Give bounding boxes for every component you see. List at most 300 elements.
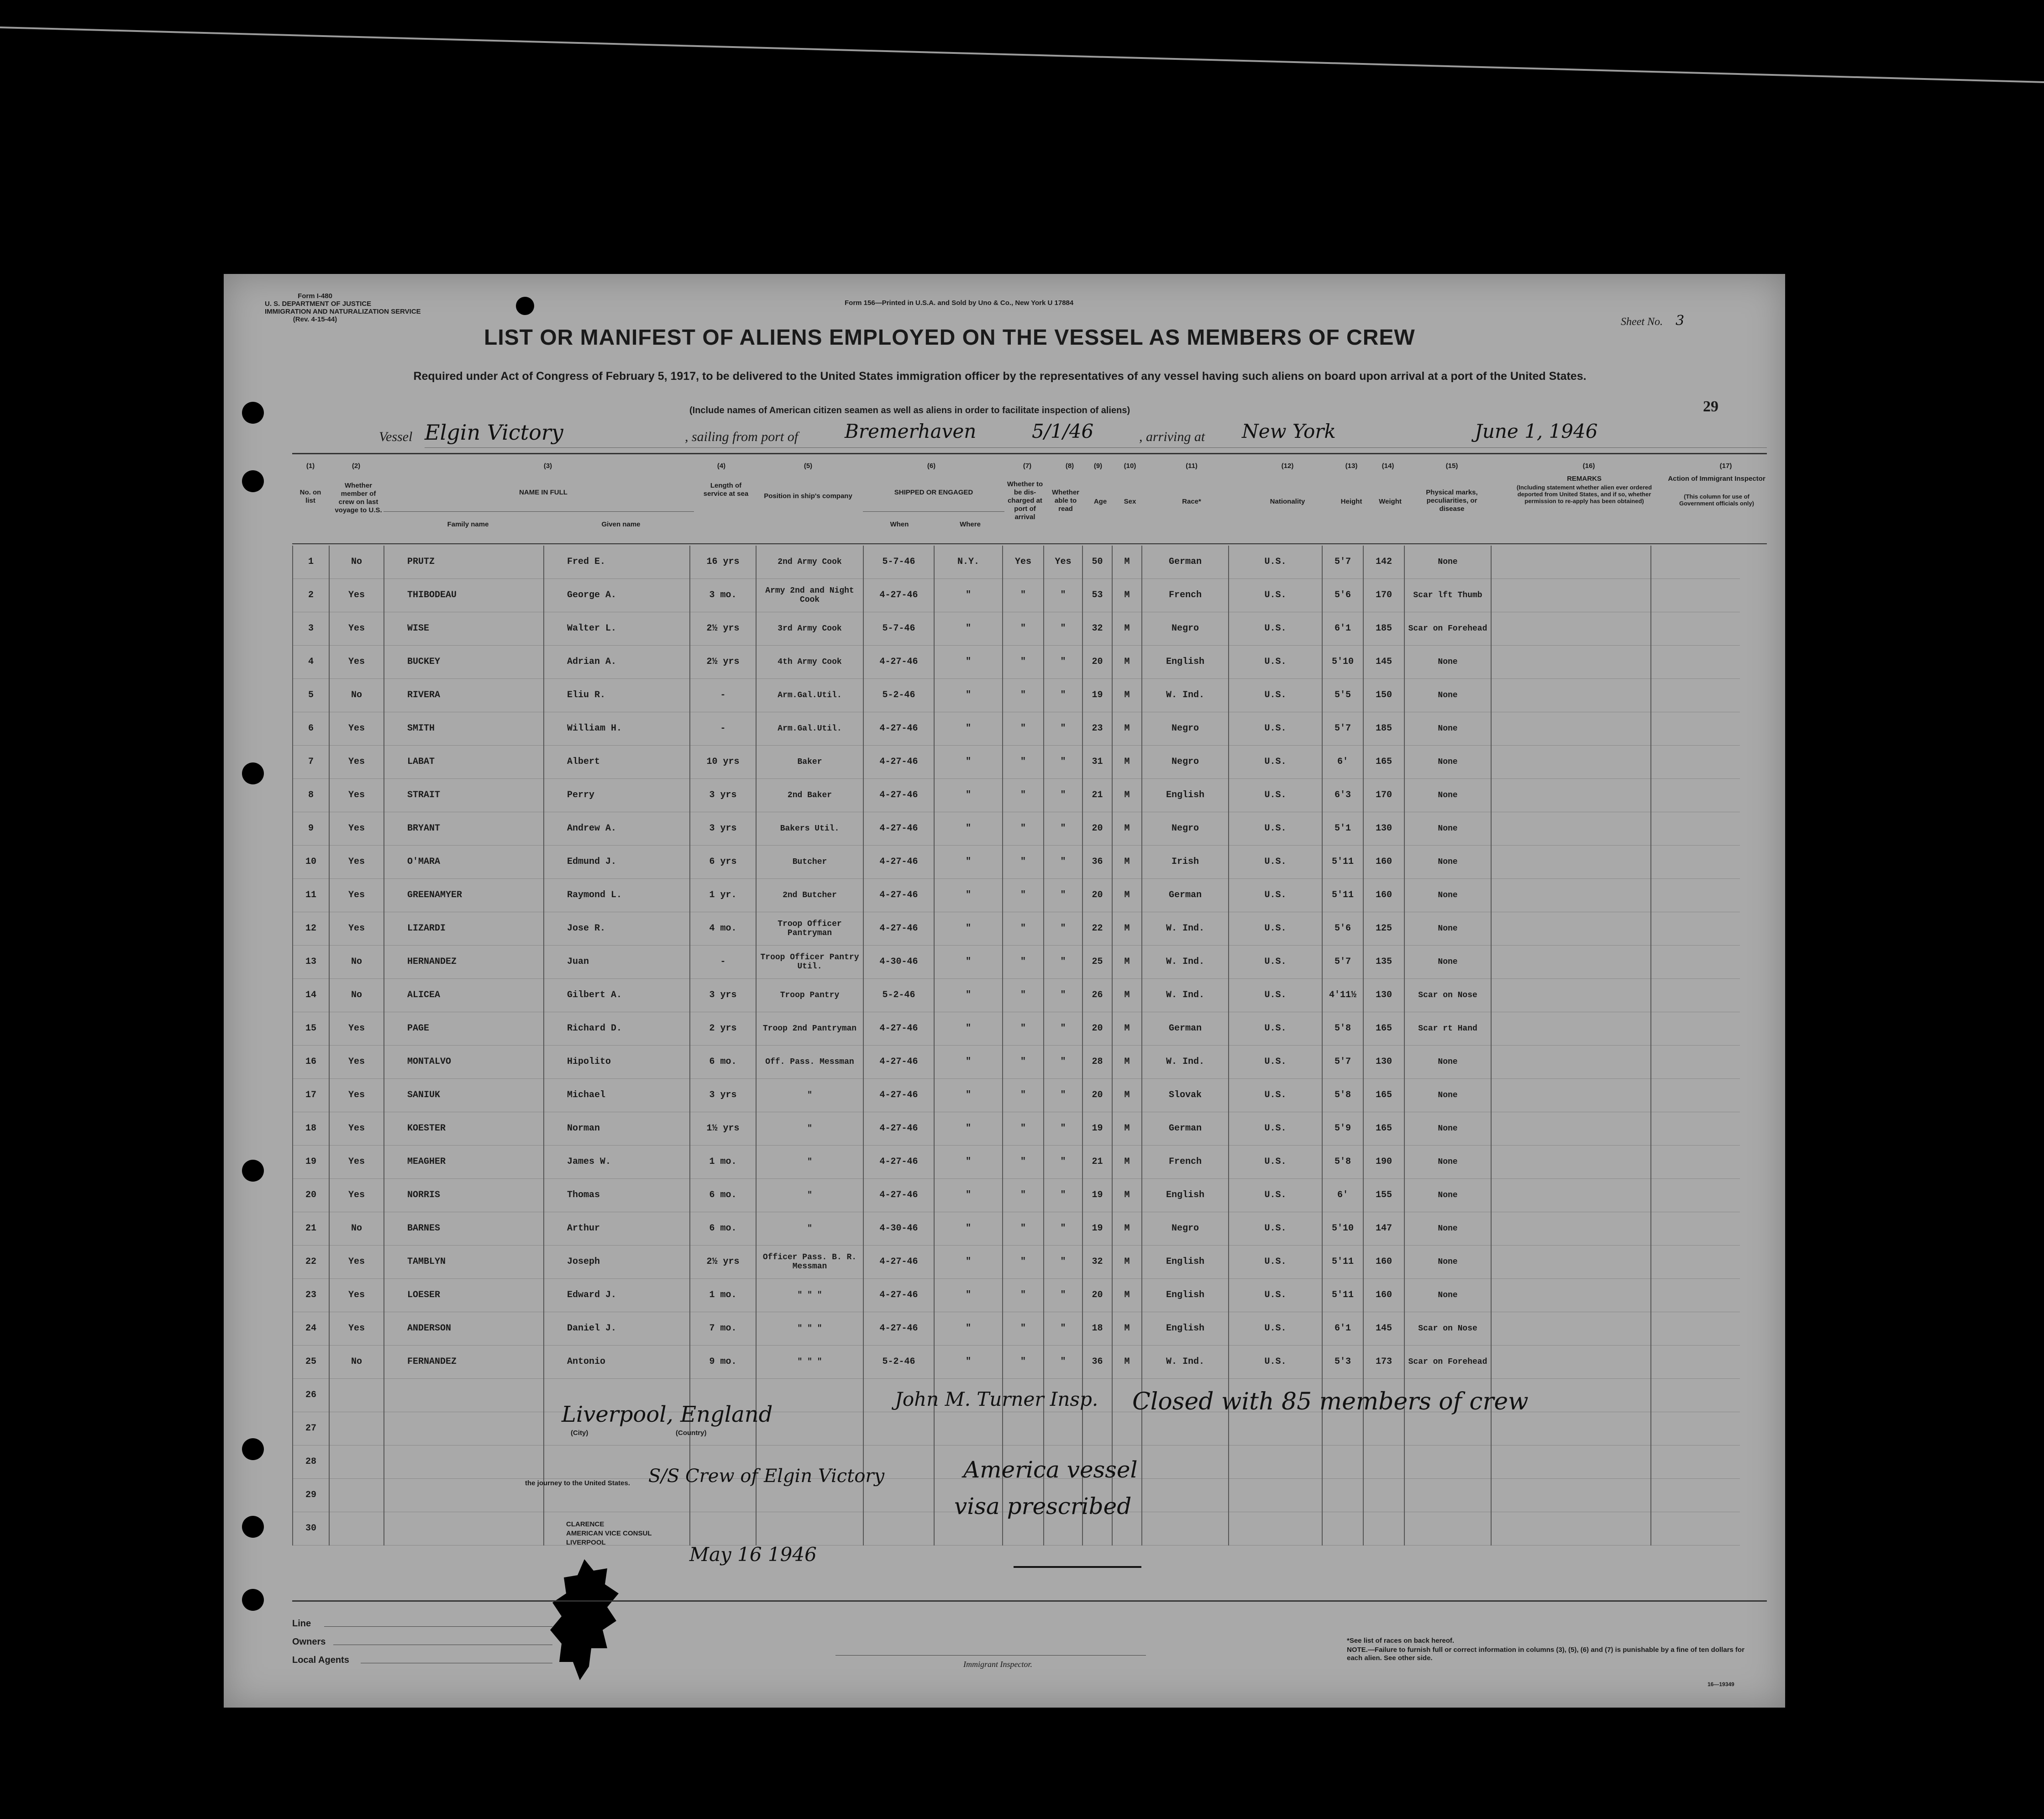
race-cell: English — [1142, 1279, 1229, 1312]
prior-voyage-cell: No — [329, 679, 384, 712]
col-10-label: Sex — [1124, 498, 1136, 505]
able-to-read-cell: " — [1044, 1346, 1082, 1379]
age-cell: 22 — [1082, 912, 1112, 946]
nationality-cell: U.S. — [1229, 846, 1322, 879]
country-label: (Country) — [676, 1429, 707, 1437]
family-name-cell: MONTALVO — [384, 1046, 544, 1079]
family-name-cell: THIBODEAU — [384, 579, 544, 612]
family-name-cell: MEAGHER — [384, 1146, 544, 1179]
row-number-cell: 5 — [293, 679, 329, 712]
inspector-action-cell — [1651, 1179, 1740, 1212]
handwritten-city: Liverpool, England — [562, 1402, 773, 1427]
sex-cell: M — [1112, 612, 1142, 646]
able-to-read-cell: " — [1044, 1112, 1082, 1146]
engaged-when-cell: 4-27-46 — [863, 1179, 934, 1212]
col-7-num: (7) — [1023, 462, 1032, 470]
physical-marks-cell: None — [1404, 746, 1491, 779]
race-cell: Negro — [1142, 612, 1229, 646]
nationality-cell: U.S. — [1229, 712, 1322, 746]
ship-position-cell: " — [756, 1212, 863, 1246]
physical-marks-cell: Scar on Forehead — [1404, 1346, 1491, 1379]
ship-position-cell: Bakers Util. — [756, 812, 863, 846]
physical-marks-cell: None — [1404, 646, 1491, 679]
signature-stroke — [1014, 1566, 1141, 1568]
age-cell: 19 — [1082, 1179, 1112, 1212]
col-3-given: Given name — [601, 520, 641, 528]
blank-cell — [329, 1446, 384, 1479]
engaged-when-cell: 4-27-46 — [863, 1112, 934, 1146]
engaged-when-cell: 4-27-46 — [863, 1046, 934, 1079]
inspector-action-cell — [1651, 546, 1740, 579]
blank-cell — [1404, 1512, 1491, 1546]
discharged-cell: " — [1003, 1346, 1044, 1379]
discharged-cell: " — [1003, 1112, 1044, 1146]
blank-cell — [1229, 1479, 1322, 1512]
discharged-cell: " — [1003, 1246, 1044, 1279]
sea-service-cell: 6 mo. — [690, 1212, 756, 1246]
ship-position-cell: Troop 2nd Pantryman — [756, 1012, 863, 1046]
height-cell: 5'5 — [1322, 679, 1363, 712]
punch-hole — [242, 1160, 264, 1182]
height-cell: 6' — [1322, 1179, 1363, 1212]
engaged-when-cell: 4-27-46 — [863, 746, 934, 779]
blank-cell — [1112, 1412, 1142, 1446]
given-name-cell: Eliu R. — [544, 679, 690, 712]
engaged-where-cell: " — [934, 1146, 1003, 1179]
blank-cell — [1363, 1512, 1404, 1546]
sex-cell: M — [1112, 679, 1142, 712]
inspector-action-cell — [1651, 579, 1740, 612]
revision: (Rev. 4-15-44) — [293, 315, 337, 323]
weight-cell: 160 — [1363, 1279, 1404, 1312]
punch-hole — [242, 1438, 264, 1460]
given-name-cell: Jose R. — [544, 912, 690, 946]
given-name-cell: Daniel J. — [544, 1312, 690, 1346]
sea-service-cell: 10 yrs — [690, 746, 756, 779]
ship-position-cell: Troop Officer Pantry Util. — [756, 946, 863, 979]
row-number-cell: 23 — [293, 1279, 329, 1312]
discharged-cell: " — [1003, 812, 1044, 846]
age-cell: 20 — [1082, 646, 1112, 679]
nationality-cell: U.S. — [1229, 1079, 1322, 1112]
given-name-cell: Edmund J. — [544, 846, 690, 879]
weight-cell: 160 — [1363, 846, 1404, 879]
blank-cell — [1229, 1412, 1322, 1446]
height-cell: 5'10 — [1322, 1212, 1363, 1246]
table-row — [293, 1212, 1740, 1246]
physical-marks-cell: Scar on Forehead — [1404, 612, 1491, 646]
age-cell: 32 — [1082, 1246, 1112, 1279]
row-number-cell: 1 — [293, 546, 329, 579]
able-to-read-cell: " — [1044, 779, 1082, 812]
height-cell: 6'3 — [1322, 779, 1363, 812]
prior-voyage-cell: Yes — [329, 846, 384, 879]
family-name-cell: BUCKEY — [384, 646, 544, 679]
given-name-cell: Antonio — [544, 1346, 690, 1379]
able-to-read-cell: " — [1044, 1146, 1082, 1179]
remarks-cell — [1491, 946, 1651, 979]
sex-cell: M — [1112, 546, 1142, 579]
height-cell: 6'1 — [1322, 1312, 1363, 1346]
blank-cell — [1229, 1512, 1322, 1546]
table-row — [293, 746, 1740, 779]
engaged-where-cell: " — [934, 579, 1003, 612]
race-cell: Negro — [1142, 712, 1229, 746]
table-row — [293, 579, 1740, 612]
sea-service-cell: 6 mo. — [690, 1046, 756, 1079]
prior-voyage-cell: Yes — [329, 746, 384, 779]
physical-marks-cell: Scar on Nose — [1404, 1312, 1491, 1346]
weight-cell: 150 — [1363, 679, 1404, 712]
discharged-cell: " — [1003, 946, 1044, 979]
age-cell: 19 — [1082, 1112, 1112, 1146]
row-number-cell: 29 — [293, 1479, 329, 1512]
given-name-cell: Adrian A. — [544, 646, 690, 679]
table-row — [293, 812, 1740, 846]
sex-cell: M — [1112, 712, 1142, 746]
scan-edge-svg — [0, 18, 2044, 91]
sea-service-cell: - — [690, 946, 756, 979]
race-cell: German — [1142, 546, 1229, 579]
blank-cell — [329, 1512, 384, 1546]
sea-service-cell: 6 yrs — [690, 846, 756, 879]
physical-marks-cell: Scar rt Hand — [1404, 1012, 1491, 1046]
family-name-cell: BRYANT — [384, 812, 544, 846]
weight-cell: 135 — [1363, 946, 1404, 979]
weight-cell: 147 — [1363, 1212, 1404, 1246]
sex-cell: M — [1112, 812, 1142, 846]
blank-cell — [1491, 1412, 1651, 1446]
inspector-action-cell — [1651, 746, 1740, 779]
row-number-cell: 19 — [293, 1146, 329, 1179]
nationality-cell: U.S. — [1229, 1046, 1322, 1079]
sea-service-cell: 4 mo. — [690, 912, 756, 946]
blank-cell — [384, 1512, 544, 1546]
col-16-note: (Including statement whether alien ever ordered deported from United States, and if so, whether permission to re-apply has been obtained) — [1516, 484, 1652, 505]
height-cell: 5'7 — [1322, 946, 1363, 979]
col-12-label: Nationality — [1270, 498, 1305, 505]
blank-cell — [1363, 1412, 1404, 1446]
engaged-where-cell: " — [934, 779, 1003, 812]
age-cell: 20 — [1082, 1279, 1112, 1312]
family-name-cell: TAMBLYN — [384, 1246, 544, 1279]
sex-cell: M — [1112, 1312, 1142, 1346]
col-5-num: (5) — [804, 462, 813, 470]
family-name-cell: STRAIT — [384, 779, 544, 812]
able-to-read-cell: " — [1044, 646, 1082, 679]
ship-position-cell: 2nd Army Cook — [756, 546, 863, 579]
engaged-when-cell: 4-27-46 — [863, 812, 934, 846]
col-1-label: No. on list — [300, 489, 321, 505]
col-12-num: (12) — [1281, 462, 1294, 470]
age-cell: 20 — [1082, 879, 1112, 912]
blank-cell — [690, 1512, 756, 1546]
blank-cell — [1404, 1412, 1491, 1446]
ship-position-cell: " — [756, 1112, 863, 1146]
form-number: Form I-480 — [298, 292, 332, 300]
physical-marks-cell: None — [1404, 779, 1491, 812]
discharged-cell: " — [1003, 912, 1044, 946]
row-number-cell: 9 — [293, 812, 329, 846]
blank-cell — [1363, 1446, 1404, 1479]
given-name-cell: George A. — [544, 579, 690, 612]
remarks-cell — [1491, 912, 1651, 946]
race-cell: W. Ind. — [1142, 946, 1229, 979]
sex-cell: M — [1112, 1046, 1142, 1079]
punch-hole — [242, 402, 264, 424]
able-to-read-cell: " — [1044, 612, 1082, 646]
discharged-cell: " — [1003, 679, 1044, 712]
prior-voyage-cell: Yes — [329, 612, 384, 646]
age-cell: 21 — [1082, 779, 1112, 812]
col-9-num: (9) — [1093, 462, 1103, 470]
height-cell: 5'7 — [1322, 712, 1363, 746]
prior-voyage-cell: No — [329, 946, 384, 979]
height-cell: 5'7 — [1322, 546, 1363, 579]
age-cell: 28 — [1082, 1046, 1112, 1079]
remarks-cell — [1491, 1246, 1651, 1279]
physical-marks-cell: None — [1404, 1279, 1491, 1312]
family-name-cell: O'MARA — [384, 846, 544, 879]
col-6-when: When — [890, 520, 909, 528]
race-cell: Negro — [1142, 812, 1229, 846]
race-cell: French — [1142, 1146, 1229, 1179]
city-label: (City) — [571, 1429, 589, 1437]
remarks-cell — [1491, 646, 1651, 679]
race-cell: French — [1142, 579, 1229, 612]
family-name-cell: GREENAMYER — [384, 879, 544, 912]
engaged-where-cell: " — [934, 846, 1003, 879]
physical-marks-cell: None — [1404, 879, 1491, 912]
row-number-cell: 28 — [293, 1446, 329, 1479]
engaged-where-cell: " — [934, 746, 1003, 779]
age-cell: 18 — [1082, 1312, 1112, 1346]
col-16-num: (16) — [1582, 462, 1595, 470]
sea-service-cell: - — [690, 679, 756, 712]
sea-service-cell: 1 mo. — [690, 1146, 756, 1179]
engaged-where-cell: " — [934, 1079, 1003, 1112]
given-name-cell: Gilbert A. — [544, 979, 690, 1012]
department: U. S. DEPARTMENT OF JUSTICE — [265, 300, 372, 308]
height-cell: 5'8 — [1322, 1079, 1363, 1112]
nationality-cell: U.S. — [1229, 546, 1322, 579]
engaged-where-cell: " — [934, 646, 1003, 679]
prior-voyage-cell: No — [329, 546, 384, 579]
weight-cell: 125 — [1363, 912, 1404, 946]
engaged-when-cell: 4-27-46 — [863, 846, 934, 879]
inspector-action-cell — [1651, 812, 1740, 846]
physical-marks-cell: None — [1404, 679, 1491, 712]
departure-port: Bremerhaven — [845, 420, 977, 442]
race-cell: English — [1142, 779, 1229, 812]
inspector-action-cell — [1651, 779, 1740, 812]
punch-hole — [242, 1516, 264, 1538]
blank-cell — [1142, 1446, 1229, 1479]
weight-cell: 185 — [1363, 612, 1404, 646]
weight-cell: 165 — [1363, 1112, 1404, 1146]
physical-marks-cell: None — [1404, 1112, 1491, 1146]
engaged-where-cell: " — [934, 946, 1003, 979]
inspector-action-cell — [1651, 1112, 1740, 1146]
inspector-action-cell — [1651, 712, 1740, 746]
able-to-read-cell: " — [1044, 812, 1082, 846]
able-to-read-cell: " — [1044, 879, 1082, 912]
sheet-label: Sheet No. — [1621, 316, 1663, 328]
blank-cell — [1651, 1412, 1740, 1446]
col-4-label: Length of service at sea — [703, 482, 749, 498]
inspector-action-cell — [1651, 1246, 1740, 1279]
prior-voyage-cell: Yes — [329, 779, 384, 812]
row-number-cell: 17 — [293, 1079, 329, 1112]
row-number-cell: 27 — [293, 1412, 329, 1446]
scan-edge-line — [0, 18, 2044, 91]
discharged-cell: " — [1003, 779, 1044, 812]
form-code: 16—19349 — [1708, 1681, 1734, 1688]
table-row — [293, 646, 1740, 679]
discharged-cell: " — [1003, 1212, 1044, 1246]
nationality-cell: U.S. — [1229, 912, 1322, 946]
remarks-cell — [1491, 1112, 1651, 1146]
blank-cell — [384, 1446, 544, 1479]
sex-cell: M — [1112, 646, 1142, 679]
table-row — [293, 1179, 1740, 1212]
inspector-action-cell — [1651, 1312, 1740, 1346]
ship-position-cell: " " " — [756, 1312, 863, 1346]
blank-cell — [544, 1512, 690, 1546]
able-to-read-cell: " — [1044, 712, 1082, 746]
sex-cell: M — [1112, 1112, 1142, 1146]
ship-position-cell: " " " — [756, 1346, 863, 1379]
form-id-block — [265, 292, 421, 323]
family-name-cell: PAGE — [384, 1012, 544, 1046]
engaged-when-cell: 5-2-46 — [863, 679, 934, 712]
weight-cell: 155 — [1363, 1179, 1404, 1212]
col-15-label: Physical marks, peculiarities, or disease — [1426, 489, 1478, 513]
given-name-cell: Perry — [544, 779, 690, 812]
blank-cell — [1651, 1512, 1740, 1546]
page-number: 29 — [1703, 398, 1718, 415]
given-name-cell: William H. — [544, 712, 690, 746]
table-bottom-rule — [292, 1600, 1767, 1602]
weight-cell: 160 — [1363, 1246, 1404, 1279]
prior-voyage-cell: Yes — [329, 1246, 384, 1279]
consular-seal — [548, 1557, 621, 1685]
family-name-cell: LOESER — [384, 1279, 544, 1312]
nationality-cell: U.S. — [1229, 746, 1322, 779]
blank-cell — [384, 1479, 544, 1512]
col-10-num: (10) — [1124, 462, 1136, 470]
family-name-cell: LIZARDI — [384, 912, 544, 946]
engaged-where-cell: " — [934, 1312, 1003, 1346]
vessel-label: Vessel — [379, 429, 413, 444]
inspector-action-cell — [1651, 912, 1740, 946]
able-to-read-cell: " — [1044, 846, 1082, 879]
col-4-num: (4) — [717, 462, 726, 470]
prior-voyage-cell: Yes — [329, 1046, 384, 1079]
race-cell: W. Ind. — [1142, 1046, 1229, 1079]
prior-voyage-cell: No — [329, 979, 384, 1012]
handwritten-crew-of: S/S Crew of Elgin Victory — [648, 1466, 885, 1487]
row-number-cell: 21 — [293, 1212, 329, 1246]
vessel-underline — [425, 447, 1767, 448]
nationality-cell: U.S. — [1229, 812, 1322, 846]
engaged-where-cell: " — [934, 1279, 1003, 1312]
prior-voyage-cell: Yes — [329, 1012, 384, 1046]
inspector-label: Immigrant Inspector. — [963, 1660, 1032, 1669]
engaged-when-cell: 4-27-46 — [863, 1312, 934, 1346]
height-cell: 5'6 — [1322, 912, 1363, 946]
blank-cell — [1363, 1479, 1404, 1512]
weight-cell: 130 — [1363, 812, 1404, 846]
line-label: Line — [292, 1619, 311, 1629]
weight-cell: 145 — [1363, 1312, 1404, 1346]
sex-cell: M — [1112, 946, 1142, 979]
row-number-cell: 8 — [293, 779, 329, 812]
table-row — [293, 1279, 1740, 1312]
engaged-where-cell: " — [934, 1046, 1003, 1079]
race-cell: Negro — [1142, 746, 1229, 779]
engaged-when-cell: 5-7-46 — [863, 612, 934, 646]
sea-service-cell: - — [690, 712, 756, 746]
sea-service-cell: 2½ yrs — [690, 646, 756, 679]
engaged-when-cell: 4-27-46 — [863, 646, 934, 679]
race-cell: English — [1142, 1179, 1229, 1212]
american-vessel-note: America vessel — [963, 1456, 1138, 1483]
remarks-cell — [1491, 1279, 1651, 1312]
blank-cell — [1229, 1446, 1322, 1479]
blank-cell — [863, 1512, 934, 1546]
col-7-label: Whether to be dis-charged at port of arrival — [1007, 480, 1043, 521]
engaged-where-cell: " — [934, 912, 1003, 946]
family-name-cell: KOESTER — [384, 1112, 544, 1146]
blank-cell — [384, 1379, 544, 1412]
given-name-cell: Norman — [544, 1112, 690, 1146]
row-number-cell: 26 — [293, 1379, 329, 1412]
table-row — [293, 1246, 1740, 1279]
row-number-cell: 6 — [293, 712, 329, 746]
ship-position-cell: " — [756, 1179, 863, 1212]
inspector-action-cell — [1651, 646, 1740, 679]
table-top-rule — [292, 453, 1767, 454]
col-14-label: Weight — [1379, 498, 1402, 505]
discharged-cell: " — [1003, 1046, 1044, 1079]
ship-position-cell: 2nd Baker — [756, 779, 863, 812]
prior-voyage-cell: No — [329, 1212, 384, 1246]
ship-position-cell: Officer Pass. B. R. Messman — [756, 1246, 863, 1279]
physical-marks-cell: Scar lft Thumb — [1404, 579, 1491, 612]
col-16-label: REMARKS — [1567, 475, 1602, 483]
table-row — [293, 612, 1740, 646]
weight-cell: 190 — [1363, 1146, 1404, 1179]
given-name-cell: Fred E. — [544, 546, 690, 579]
age-cell: 19 — [1082, 679, 1112, 712]
row-number-cell: 15 — [293, 1012, 329, 1046]
nationality-cell: U.S. — [1229, 1312, 1322, 1346]
prior-voyage-cell: Yes — [329, 1112, 384, 1146]
sex-cell: M — [1112, 1279, 1142, 1312]
weight-cell: 145 — [1363, 646, 1404, 679]
ship-position-cell: Butcher — [756, 846, 863, 879]
able-to-read-cell: " — [1044, 1212, 1082, 1246]
blank-cell — [863, 1412, 934, 1446]
prior-voyage-cell: Yes — [329, 1179, 384, 1212]
height-cell: 5'8 — [1322, 1012, 1363, 1046]
nationality-cell: U.S. — [1229, 779, 1322, 812]
row-number-cell: 14 — [293, 979, 329, 1012]
height-cell: 6'1 — [1322, 612, 1363, 646]
race-cell: Negro — [1142, 1212, 1229, 1246]
inspector-action-cell — [1651, 979, 1740, 1012]
